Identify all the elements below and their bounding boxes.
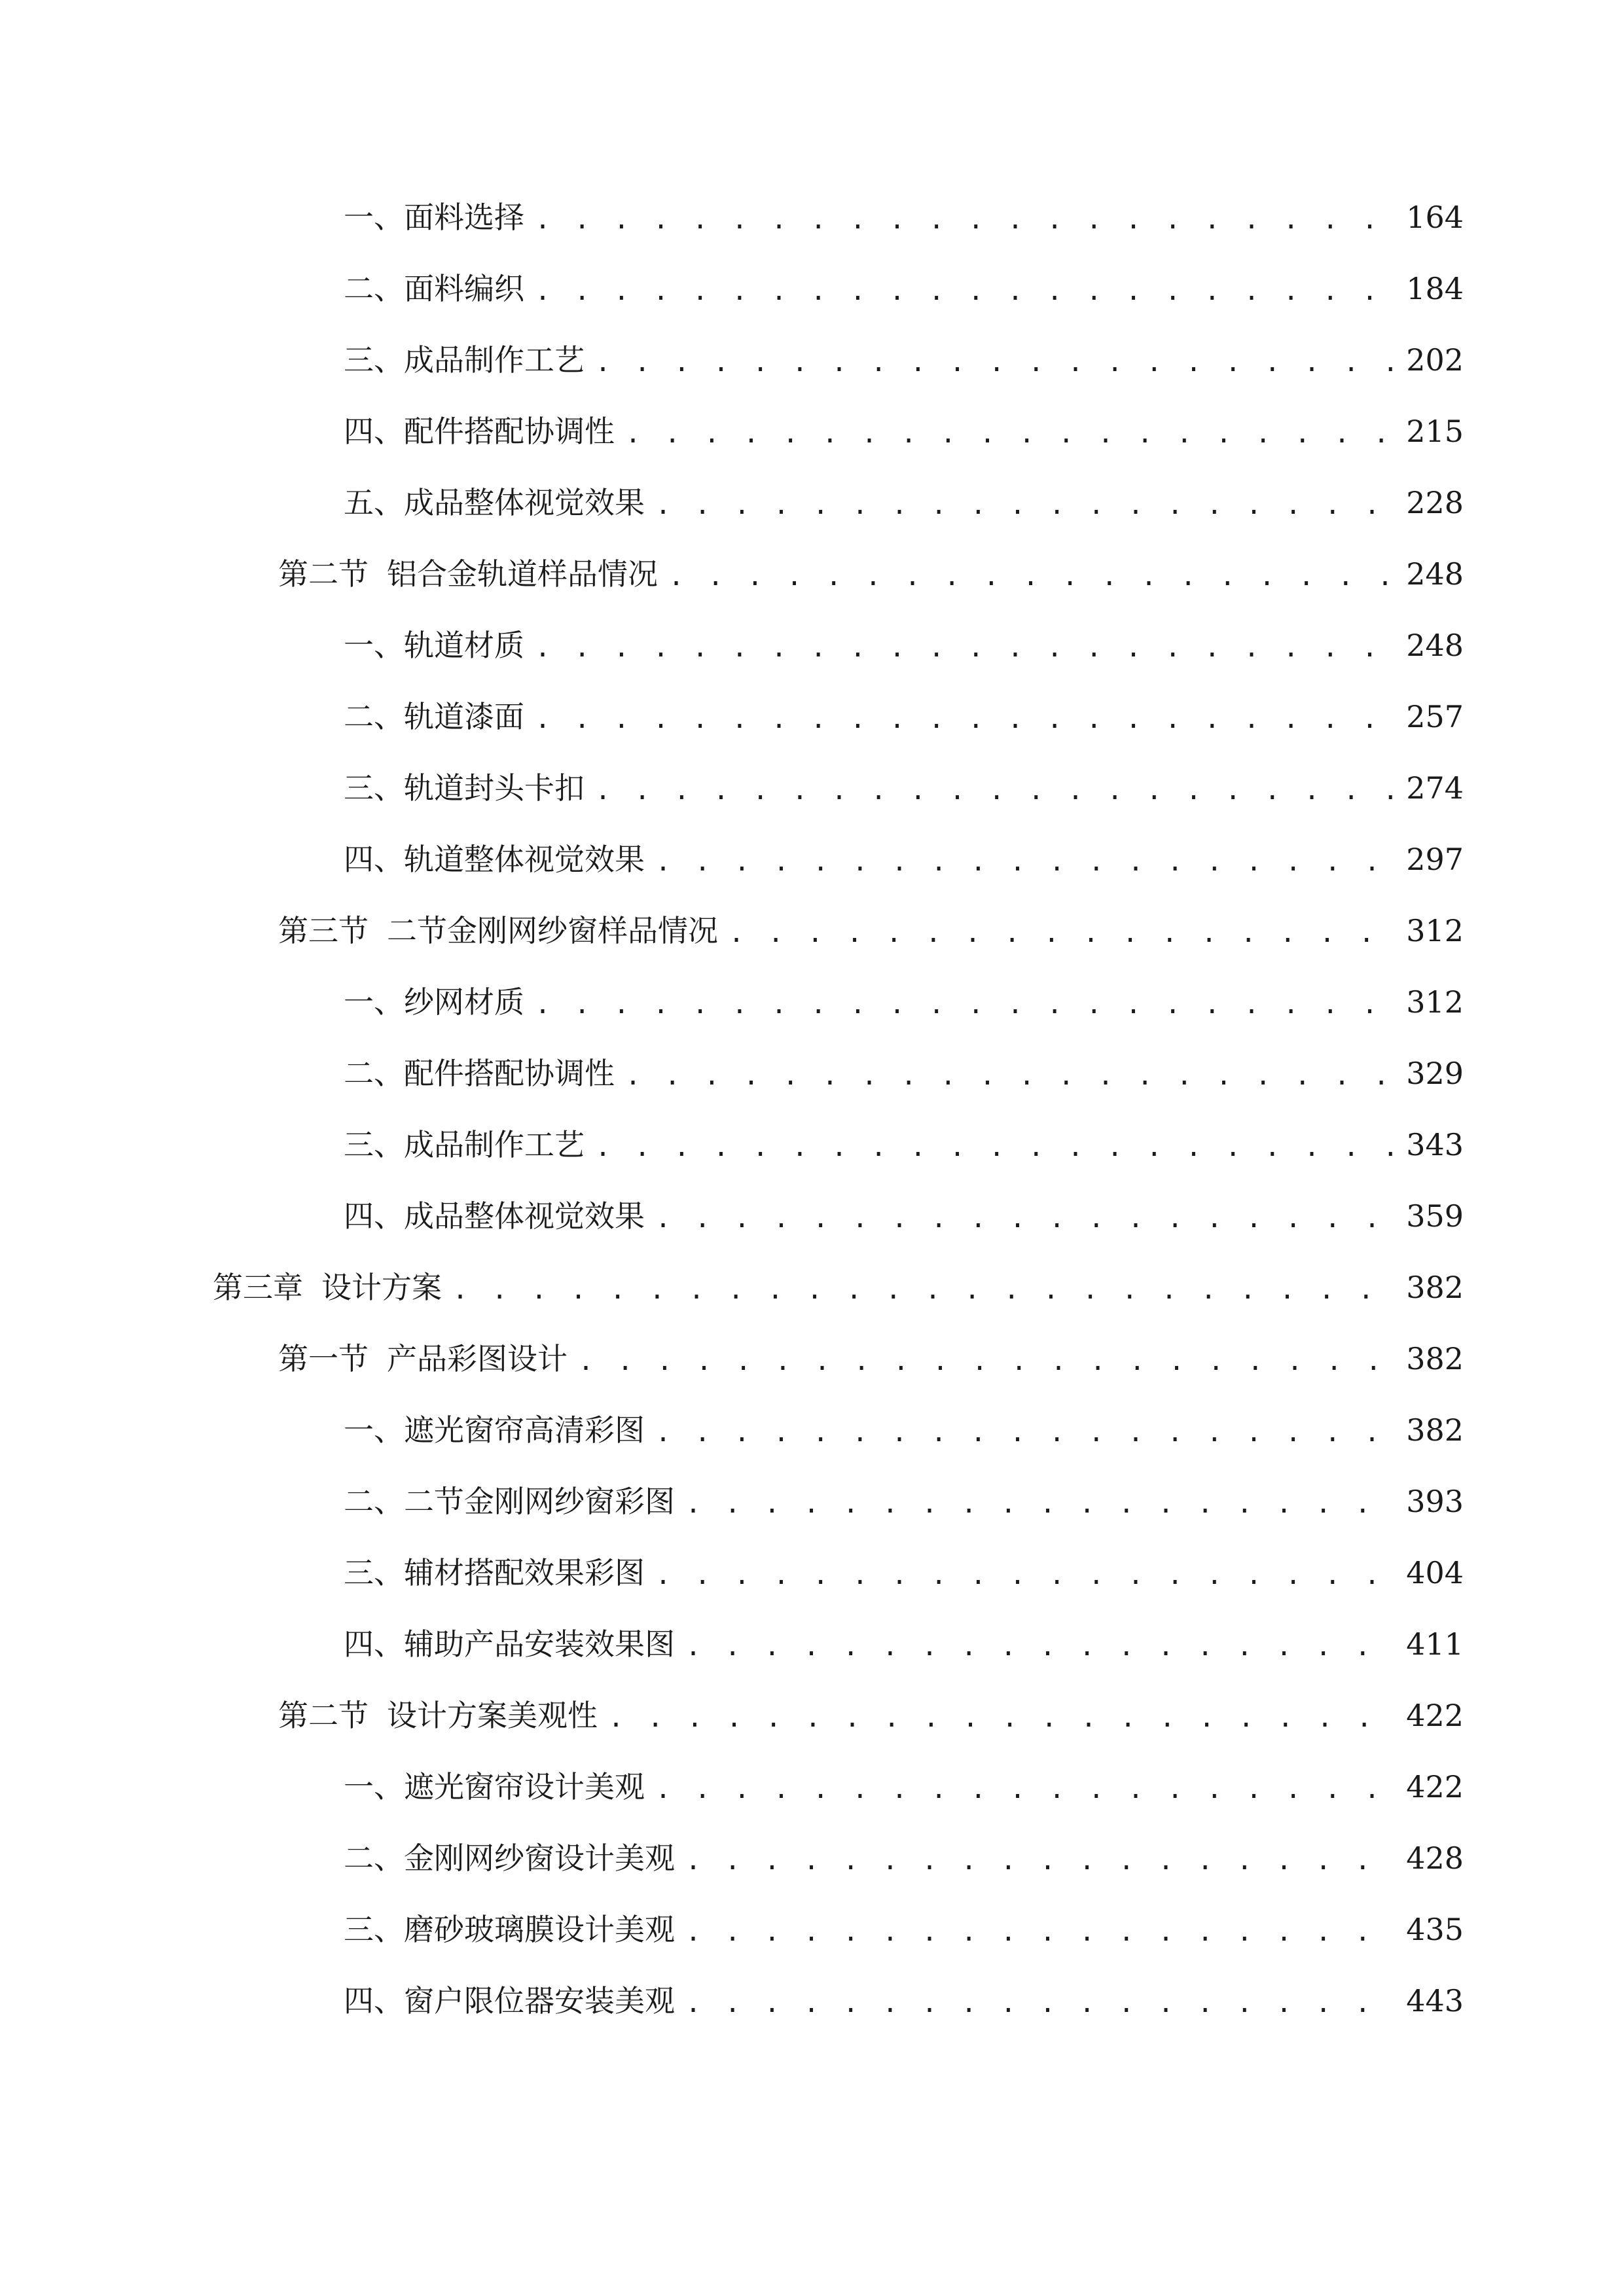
toc-entry[interactable] [278, 908, 1464, 954]
toc-entry-title: 轨道封头卡扣 [404, 770, 585, 806]
toc-entry[interactable] [344, 1764, 1464, 1810]
toc-entry-page: 184 [1406, 271, 1464, 306]
dot-leader [655, 1769, 1397, 1810]
toc-entry-title: 面料编织 [404, 271, 524, 306]
toc-entry-prefix: 五、 [344, 485, 404, 520]
toc-entry-page: 428 [1406, 1840, 1464, 1876]
toc-entry-prefix: 三、 [344, 1127, 404, 1162]
dot-leader [685, 1484, 1397, 1524]
toc-entry-prefix: 一、 [344, 1769, 404, 1804]
toc-entry-prefix: 三、 [344, 1912, 404, 1947]
toc-entry-prefix: 一、 [344, 1412, 404, 1448]
toc-entry[interactable] [344, 266, 1464, 312]
dot-leader [535, 271, 1397, 312]
toc-entry[interactable] [344, 1907, 1464, 1952]
toc-entry-prefix: 第三章 [213, 1270, 303, 1305]
toc-entry-title: 成品制作工艺 [404, 1127, 585, 1162]
toc-entry-prefix: 第二节 [278, 556, 369, 592]
dot-leader [608, 1698, 1397, 1738]
toc-entry-prefix: 四、 [344, 1983, 404, 2018]
toc-entry-prefix: 一、 [344, 200, 404, 235]
toc-entry-page: 274 [1406, 770, 1464, 806]
dot-leader [595, 342, 1397, 383]
dot-leader [535, 200, 1397, 240]
toc-entry-prefix: 四、 [344, 1626, 404, 1662]
toc-entry-title: 二节金刚网纱窗彩图 [404, 1484, 675, 1519]
toc-entry-page: 312 [1406, 984, 1464, 1020]
dot-leader [655, 1555, 1397, 1596]
toc-entry-page: 435 [1406, 1912, 1464, 1947]
toc-entry[interactable] [344, 836, 1464, 882]
toc-entry-prefix: 一、 [344, 984, 404, 1020]
toc-entry-prefix: 三、 [344, 770, 404, 806]
toc-entry[interactable] [344, 194, 1464, 240]
toc-entry-title: 二节金刚网纱窗样品情况 [387, 913, 718, 948]
dot-leader [595, 1127, 1397, 1168]
toc-entry-title: 轨道漆面 [404, 699, 524, 734]
toc-entry-page: 248 [1406, 556, 1464, 592]
toc-entry-prefix: 三、 [344, 342, 404, 378]
toc-entry-prefix: 四、 [344, 842, 404, 877]
toc-entry[interactable] [344, 1621, 1464, 1667]
dot-leader [655, 1412, 1397, 1453]
toc-entry-page: 443 [1406, 1983, 1464, 2018]
dot-leader [578, 1341, 1397, 1382]
toc-entry[interactable] [344, 1835, 1464, 1881]
toc-entry[interactable] [344, 1550, 1464, 1596]
toc-entry-title: 遮光窗帘设计美观 [404, 1769, 645, 1804]
dot-leader [685, 1840, 1397, 1881]
toc-entry-prefix: 四、 [344, 1198, 404, 1234]
dot-leader [655, 1198, 1397, 1239]
dot-leader [452, 1270, 1397, 1310]
toc-entry-prefix: 二、 [344, 699, 404, 734]
toc-entry-prefix: 二、 [344, 271, 404, 306]
dot-leader [668, 556, 1397, 597]
toc-entry-page: 257 [1406, 699, 1464, 734]
toc-entry-prefix: 一、 [344, 628, 404, 663]
toc-entry-page: 215 [1406, 414, 1464, 449]
toc-entry-page: 382 [1406, 1412, 1464, 1448]
toc-entry[interactable] [344, 979, 1464, 1025]
toc-entry-page: 329 [1406, 1056, 1464, 1091]
toc-entry-page: 422 [1406, 1698, 1464, 1733]
toc-entry-page: 411 [1406, 1626, 1464, 1662]
toc-entry-prefix: 二、 [344, 1484, 404, 1519]
toc-entry-page: 343 [1406, 1127, 1464, 1162]
toc-entry-page: 164 [1406, 200, 1464, 235]
dot-leader [685, 1626, 1397, 1667]
toc-entry-title: 轨道整体视觉效果 [404, 842, 645, 877]
toc-entry-prefix: 四、 [344, 414, 404, 449]
dot-leader [655, 485, 1397, 526]
toc-entry-page: 404 [1406, 1555, 1464, 1590]
toc-entry[interactable] [278, 1336, 1464, 1382]
toc-entry-title: 金刚网纱窗设计美观 [404, 1840, 675, 1876]
toc-entry-title: 面料选择 [404, 200, 524, 235]
dot-leader [685, 1983, 1397, 2024]
toc-entry-page: 228 [1406, 485, 1464, 520]
toc-entry[interactable] [344, 1479, 1464, 1524]
toc-entry[interactable] [344, 1050, 1464, 1096]
toc-entry-page: 382 [1406, 1270, 1464, 1305]
toc-entry[interactable] [344, 765, 1464, 811]
toc-entry-title: 铝合金轨道样品情况 [387, 556, 658, 592]
toc-entry-title: 轨道材质 [404, 628, 524, 663]
toc-entry[interactable] [344, 1193, 1464, 1239]
dot-leader [535, 628, 1397, 668]
toc-entry-title: 设计方案 [321, 1270, 442, 1305]
toc-entry[interactable] [344, 622, 1464, 668]
toc-entry[interactable] [344, 337, 1464, 383]
toc-entry[interactable] [278, 1693, 1464, 1738]
toc-entry-title: 磨砂玻璃膜设计美观 [404, 1912, 675, 1947]
toc-entry-page: 202 [1406, 342, 1464, 378]
dot-leader [655, 842, 1397, 882]
toc-entry-title: 成品整体视觉效果 [404, 485, 645, 520]
dot-leader [625, 414, 1397, 454]
dot-leader [729, 913, 1397, 954]
toc-entry-title: 辅助产品安装效果图 [404, 1626, 675, 1662]
toc-entry-prefix: 第一节 [278, 1341, 369, 1376]
toc-entry-page: 393 [1406, 1484, 1464, 1519]
toc-entry[interactable] [344, 694, 1464, 740]
toc-entry-title: 窗户限位器安装美观 [404, 1983, 675, 2018]
toc-entry-prefix: 二、 [344, 1840, 404, 1876]
toc-entry[interactable] [344, 408, 1464, 454]
toc-entry[interactable] [344, 1407, 1464, 1453]
toc-entry[interactable] [278, 551, 1464, 597]
toc-entry[interactable] [344, 1122, 1464, 1168]
toc-entry-page: 422 [1406, 1769, 1464, 1804]
toc-entry-title: 纱网材质 [404, 984, 524, 1020]
toc-entry-page: 312 [1406, 913, 1464, 948]
toc-entry-page: 297 [1406, 842, 1464, 877]
toc-entry-title: 配件搭配协调性 [404, 1056, 615, 1091]
dot-leader [595, 770, 1397, 811]
dot-leader [535, 984, 1397, 1025]
toc-entry-page: 382 [1406, 1341, 1464, 1376]
toc-entry-page: 359 [1406, 1198, 1464, 1234]
toc-entry-title: 成品制作工艺 [404, 342, 585, 378]
toc-entry-page: 248 [1406, 628, 1464, 663]
toc-entry-title: 成品整体视觉效果 [404, 1198, 645, 1234]
dot-leader [535, 699, 1397, 740]
toc-entry[interactable] [344, 1978, 1464, 2024]
toc-entry-title: 产品彩图设计 [387, 1341, 568, 1376]
toc-entry-title: 配件搭配协调性 [404, 414, 615, 449]
toc-entry-prefix: 三、 [344, 1555, 404, 1590]
toc-entry[interactable] [213, 1265, 1464, 1310]
dot-leader [685, 1912, 1397, 1952]
toc-entry-title: 辅材搭配效果彩图 [404, 1555, 645, 1590]
toc-entry-prefix: 第二节 [278, 1698, 369, 1733]
dot-leader [625, 1056, 1397, 1096]
toc-entry-prefix: 第三节 [278, 913, 369, 948]
toc-entry-title: 设计方案美观性 [387, 1698, 598, 1733]
toc-entry-title: 遮光窗帘高清彩图 [404, 1412, 645, 1448]
toc-entry-prefix: 二、 [344, 1056, 404, 1091]
toc-entry[interactable] [344, 480, 1464, 526]
